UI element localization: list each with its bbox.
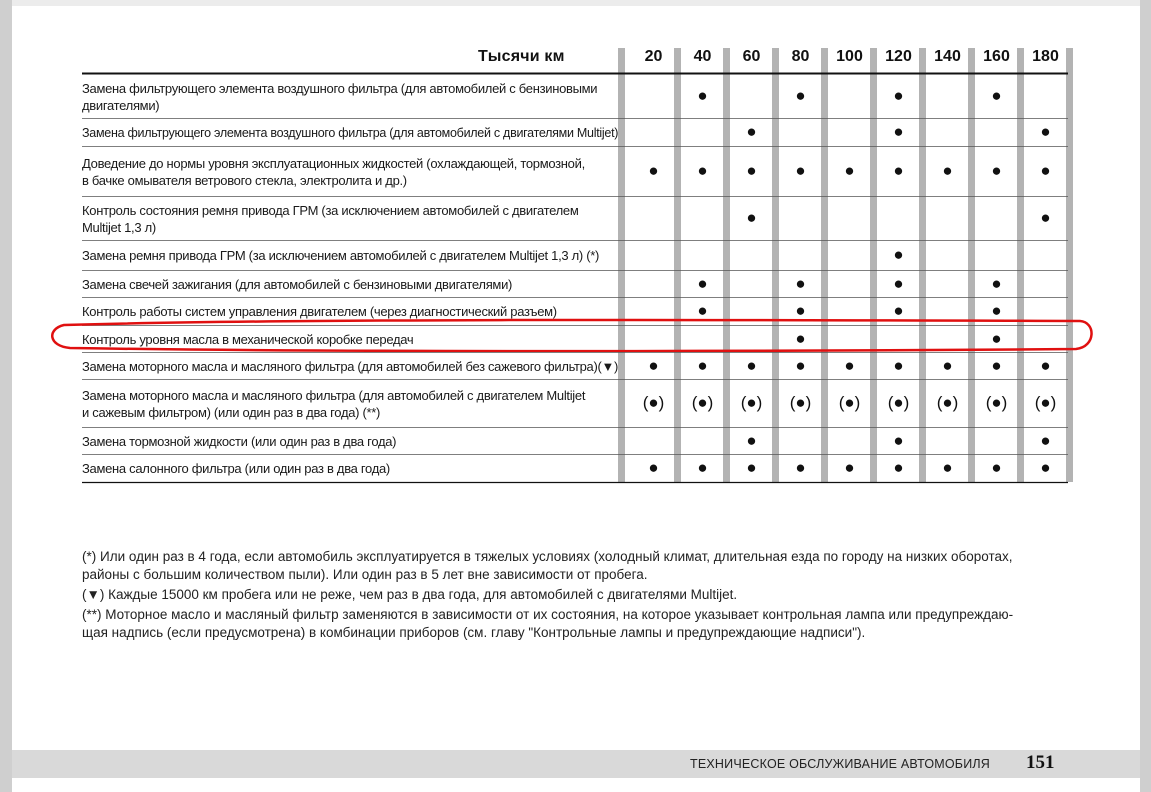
service-mark: ● [746,122,757,141]
header-km-60: 60 [742,48,761,65]
footnote-double-asterisk-line1: (**) Моторное масло и масляный фильтр заменяются в зависимости от их состояния, на которое указывает контрольная лампа или предупреждаю- [82,607,1014,622]
row-label-line2: Multijet 1,3 л) [82,219,156,235]
service-mark: ● [991,355,1002,375]
service-mark: ● [1040,430,1051,450]
footnote-asterisk-line2: районы с большим количеством пыли). Или один раз в 5 лет вне зависимости от пробега. [82,567,648,582]
service-mark: ● [942,161,953,180]
header-km-100: 100 [836,48,863,65]
footnote-asterisk [82,548,1082,584]
footnote-double-asterisk [82,606,1082,642]
footnotes [82,548,1082,644]
row-label-line1: Замена салонного фильтра (или один раз в два года) [82,461,390,476]
row-label-line2: в бачке омывателя ветрового стекла, электролита и др.) [82,172,407,188]
service-mark: ● [648,355,659,375]
service-mark: ● [893,301,904,320]
service-mark: ● [746,355,757,375]
service-mark: ● [795,328,806,348]
service-mark: ● [746,161,757,180]
column-separator [821,48,828,482]
service-mark: ● [893,122,904,141]
table-row-label [82,387,585,421]
service-mark: ● [844,355,855,375]
row-label-line1: Замена свечей зажигания (для автомобилей с бензиновыми двигателями) [82,276,513,292]
row-label-line1: Контроль состояния ремня привода ГРМ (за исключением автомобилей с двигателем [82,202,579,218]
header-km-40: 40 [693,48,712,65]
service-mark: ● [991,328,1002,348]
row-label-line1: Замена моторного масла и масляного фильтра (для автомобилей с двигателем Multijet [82,387,586,403]
service-mark: (●) [887,393,910,412]
service-mark: ● [991,301,1002,320]
table-header-title: Тысячи км [478,48,565,65]
header-km-180: 180 [1032,48,1059,65]
service-mark: ● [697,161,708,180]
table-row-label [82,155,585,189]
footnote-asterisk-line1: (*) Или один раз в 4 года, если автомобиль эксплуатируется в тяжелых условиях (холодный климат, длительная езда по городу на низких оборотах, [82,549,1013,564]
service-mark: (●) [1034,393,1057,412]
row-label-line1: Доведение до нормы уровня эксплуатационных жидкостей (охлаждающей, тормозной, [82,155,585,171]
header-km-20: 20 [644,48,663,65]
column-separator [919,48,926,482]
service-mark: ● [795,161,806,180]
service-mark: ● [697,301,708,320]
service-mark: (●) [789,393,812,412]
row-label-line1: Замена тормозной жидкости (или один раз в два года) [82,433,397,449]
service-mark: ● [844,161,855,180]
service-mark: ● [893,86,904,105]
table-row-label [82,80,597,114]
table-row-label [82,303,557,320]
service-mark: ● [1040,122,1051,141]
table-row-label [82,433,396,450]
column-separator [968,48,975,482]
service-mark: ● [648,161,659,180]
service-mark: ● [697,86,708,105]
table-row-label [82,460,390,477]
service-mark: ● [991,273,1002,293]
service-mark: ● [893,161,904,180]
service-mark: ● [893,458,904,477]
row-label-line2: и сажевым фильтром) (или один раз в два года) (**) [82,404,381,420]
header-km-80: 80 [791,48,810,65]
service-mark: ● [795,355,806,375]
column-separator [870,48,877,482]
service-mark: (●) [740,393,763,412]
service-mark: ● [795,458,806,477]
column-separator [1017,48,1024,482]
service-mark: ● [648,458,659,477]
column-separator [1066,48,1073,482]
footnote-double-asterisk-line2: щая надпись (если предусмотрена) в комбинации приборов (см. главу "Контрольные лампы и предупреждающие надписи"). [82,625,866,640]
table-row-label [82,202,579,236]
service-mark: ● [795,86,806,105]
service-mark: ● [942,458,953,477]
row-label-line1: Замена моторного масла и масляного фильтра (для автомобилей без сажевого фильтра)(▼) [82,358,619,374]
service-mark: ● [893,355,904,375]
header-km-140: 140 [934,48,961,65]
table-row-label [82,124,618,141]
service-mark: ● [746,458,757,477]
service-mark: ● [893,245,904,264]
service-mark: (●) [936,393,959,412]
service-mark: ● [1040,208,1051,227]
service-mark: ● [991,458,1002,477]
table-row-label [82,247,599,264]
column-separator [772,48,779,482]
service-mark: ● [697,458,708,477]
column-separator [618,48,625,482]
service-mark: (●) [642,393,665,412]
service-mark: ● [1040,458,1051,477]
service-mark: (●) [691,393,714,412]
service-mark: ● [795,273,806,293]
row-label-line1: Замена фильтрующего элемента воздушного фильтра (для автомобилей с двигателями Multijet) [82,125,619,140]
row-label-line1: Контроль уровня масла в механической коробке передач [82,331,414,347]
service-mark: ● [746,430,757,450]
service-mark: ● [746,208,757,227]
table-row-label [82,276,512,293]
service-mark: (●) [985,393,1008,412]
column-separator [723,48,730,482]
service-mark: ● [893,273,904,293]
service-mark: ● [697,355,708,375]
page-number: 151 [1026,752,1055,773]
service-mark: ● [991,161,1002,180]
header-km-160: 160 [983,48,1010,65]
row-label-line2: двигателями) [82,97,160,113]
service-mark: ● [893,430,904,450]
column-separator [674,48,681,482]
service-mark: ● [1040,161,1051,180]
table-row-label [82,358,618,375]
header-km-120: 120 [885,48,912,65]
service-mark: (●) [838,393,861,412]
footer-section-title: ТЕХНИЧЕСКОЕ ОБСЛУЖИВАНИЕ АВТОМОБИЛЯ [690,757,991,771]
footnote-triangle: (▼) Каждые 15000 км пробега или не реже, чем раз в два года, для автомобилей с двигателями Multijet. [82,587,738,602]
table-row-label [82,331,413,348]
service-mark: ● [942,355,953,375]
service-mark: ● [1040,355,1051,375]
service-mark: ● [844,458,855,477]
row-label-line1: Контроль работы систем управления двигателем (через диагностический разъем) [82,304,557,319]
row-label-line1: Замена фильтрующего элемента воздушного фильтра (для автомобилей с бензиновыми [82,80,598,96]
service-mark: ● [991,86,1002,105]
service-mark: ● [697,273,708,293]
row-label-line1: Замена ремня привода ГРМ (за исключением автомобилей с двигателем Multijet 1,3 л) (*) [82,248,600,263]
service-mark: ● [795,301,806,320]
